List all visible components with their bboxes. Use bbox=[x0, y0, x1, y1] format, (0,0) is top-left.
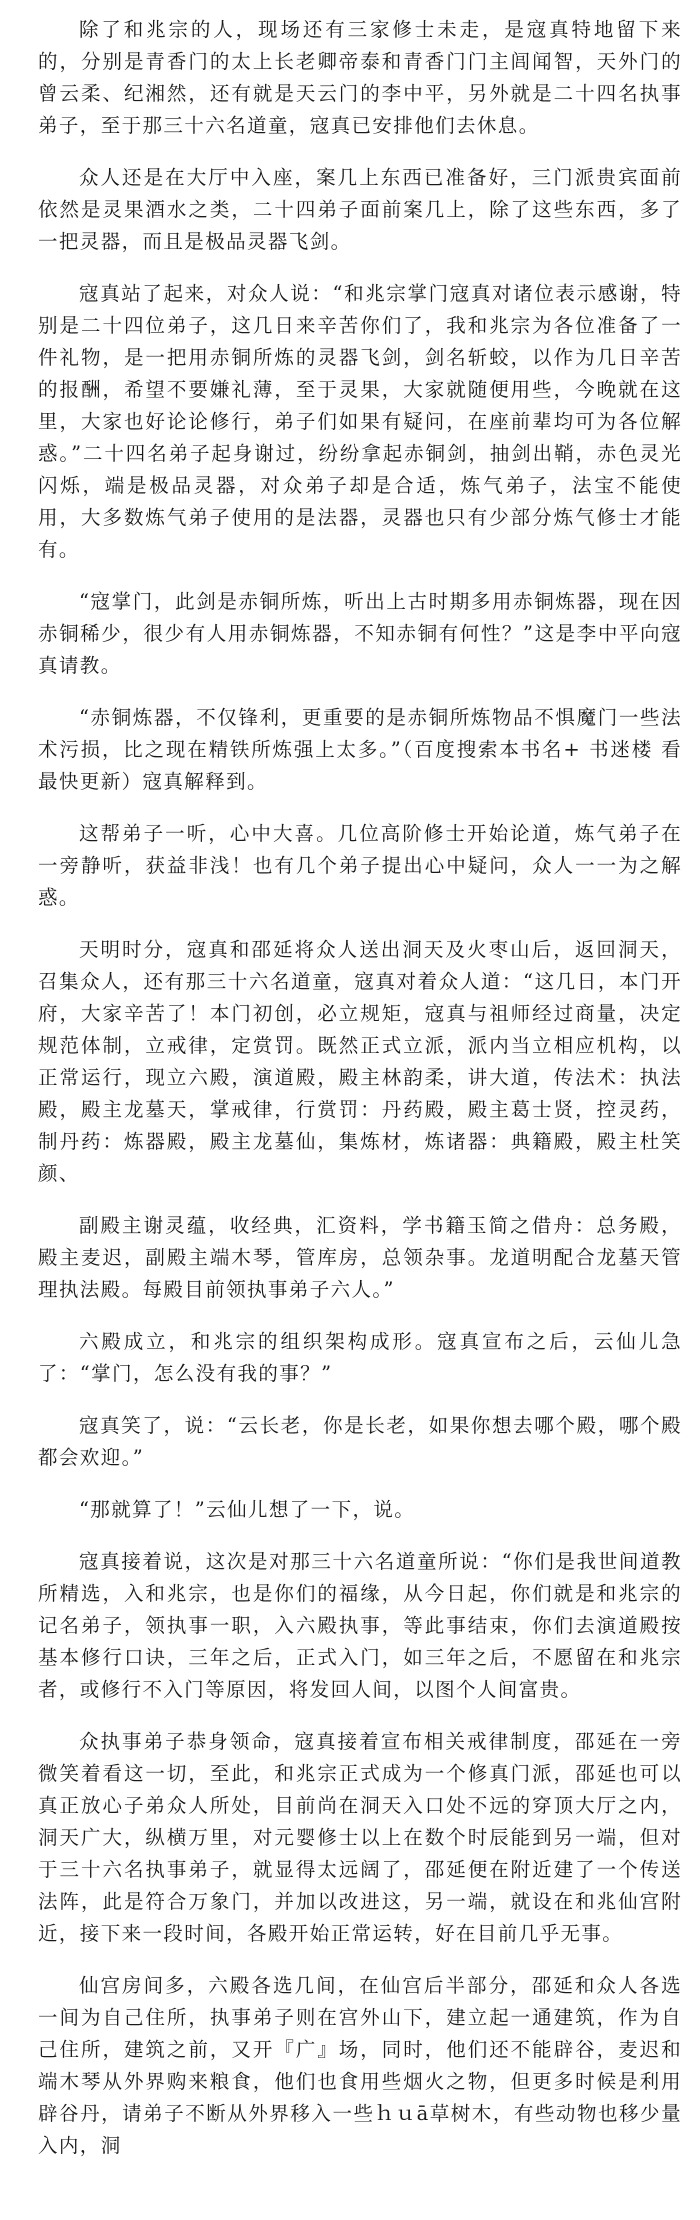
paragraph: 天明时分，寇真和邵延将众人送出洞天及火枣山后，返回洞天，召集众人，还有那三十六名道童，寇真对着众人道：“这几日，本门开府，大家辛苦了！本门初创，必立规矩，寇真与祖师经过商量，决定规范体制，立戒律，定赏罚。既然正式立派，派内当立相应机构，以正常运行，现立六殿，演道殿，殿主林韵柔，讲大道，传法术：执法殿，殿主龙墓天，掌戒律，行赏罚：丹药殿，殿主葛士贤，控灵药，制丹药：炼器殿，殿主龙墓仙，集炼材，炼诸器：典籍殿，殿主杜笑颜、 bbox=[38, 938, 682, 1185]
paragraph: “寇掌门，此剑是赤铜所炼，听出上古时期多用赤铜炼器，现在因赤铜稀少，很少有人用赤铜炼器，不知赤铜有何性？”这是李中平向寇真请教。 bbox=[38, 590, 682, 677]
paragraph: 这帮弟子一听，心中大喜。几位高阶修士开始论道，炼气弟子在一旁静听，获益非浅！也有几个弟子提出心中疑问，众人一一为之解惑。 bbox=[38, 822, 682, 909]
paragraph: “赤铜炼器，不仅锋利，更重要的是赤铜所炼物品不惧魔门一些法术污损，比之现在精铁所炼强上太多。”（百度搜索本书名+ 书迷楼 看最快更新）寇真解释到。 bbox=[38, 706, 682, 793]
paragraph: 寇真接着说，这次是对那三十六名道童所说：“你们是我世间道教所精选，入和兆宗，也是你们的福缘，从今日起，你们就是和兆宗的记名弟子，领执事一职，入六殿执事，等此事结束，你们去演道殿按基本修行口诀，三年之后，正式入门，如三年之后，不愿留在和兆宗者，或修行不入门等原因，将发回人间，以图个人间富贵。 bbox=[38, 1550, 682, 1701]
paragraph: 众执事弟子恭身领命，寇真接着宣布相关戒律制度，邵延在一旁微笑着看这一切，至此，和兆宗正式成为一个修真门派，邵延也可以真正放心子弟众人所处，目前尚在洞天入口处不远的穿顶大厅之内，洞天广大，纵横万里，对元婴修士以上在数个时辰能到另一端，但对于三十六名执事弟子，就显得太远阔了，邵延便在附近建了一个传送法阵，此是符合万象门，并加以改进这，另一端，就设在和兆仙宫附近，接下来一段时间，各殿开始正常运转，好在目前几乎无事。 bbox=[38, 1730, 682, 1945]
paragraph: 仙宫房间多，六殿各选几间，在仙宫后半部分，邵延和众人各选一间为自己住所，执事弟子则在宫外山下，建立起一通建筑，作为自己住所，建筑之前，又开『广』场，同时，他们还不能辟谷，麦迟和端木琴从外界购来粮食，他们也食用些烟火之物，但更多时候是利用辟谷丹，请弟子不断从外界移入一些ｈｕā草树木，有些动物也移少量入内，洞 bbox=[38, 1974, 682, 2157]
paragraph: 寇真笑了，说：“云长老，你是长老，如果你想去哪个殿，哪个殿都会欢迎。” bbox=[38, 1414, 682, 1469]
paragraph: 除了和兆宗的人，现场还有三家修士未走，是寇真特地留下来的，分别是青香门的太上长老卿帝泰和青香门门主闾闻智，天外门的曾云柔、纪湘然，还有就是天云门的李中平，另外就是二十四名执事弟子，至于那三十六名道童，寇真已安排他们去休息。 bbox=[38, 18, 682, 137]
paragraph: 寇真站了起来，对众人说：“和兆宗掌门寇真对诸位表示感谢，特别是二十四位弟子，这几日来辛苦你们了，我和兆宗为各位准备了一件礼物，是一把用赤铜所炼的灵器飞剑，剑名斩蛟，以作为几日辛苦的报酬，希望不要嫌礼薄，至于灵果，大家就随便用些，今晚就在这里，大家也好论论修行，弟子们如果有疑问，在座前辈均可为各位解惑。”二十四名弟子起身谢过，纷纷拿起赤铜剑，抽剑出鞘，赤色灵光闪烁，端是极品灵器，对众弟子却是合适，炼气弟子，法宝不能使用，大多数炼气弟子使用的是法器，灵器也只有少部分炼气修士才能有。 bbox=[38, 282, 682, 561]
paragraph: 六殿成立，和兆宗的组织架构成形。寇真宣布之后，云仙儿急了：“掌门，怎么没有我的事？” bbox=[38, 1330, 682, 1385]
paragraph: “那就算了！”云仙儿想了一下，说。 bbox=[78, 1498, 416, 1521]
paragraph: 副殿主谢灵蕴，收经典，汇资料，学书籍玉简之借舟：总务殿，殿主麦迟，副殿主端木琴，管库房，总领杂事。龙道明配合龙墓天管理执法殿。每殿目前领执事弟子六人。” bbox=[38, 1214, 682, 1301]
paragraph: 众人还是在大厅中入座，案几上东西已准备好，三门派贵宾面前依然是灵果酒水之类，二十四弟子面前案几上，除了这些东西，多了一把灵器，而且是极品灵器飞剑。 bbox=[38, 166, 682, 253]
